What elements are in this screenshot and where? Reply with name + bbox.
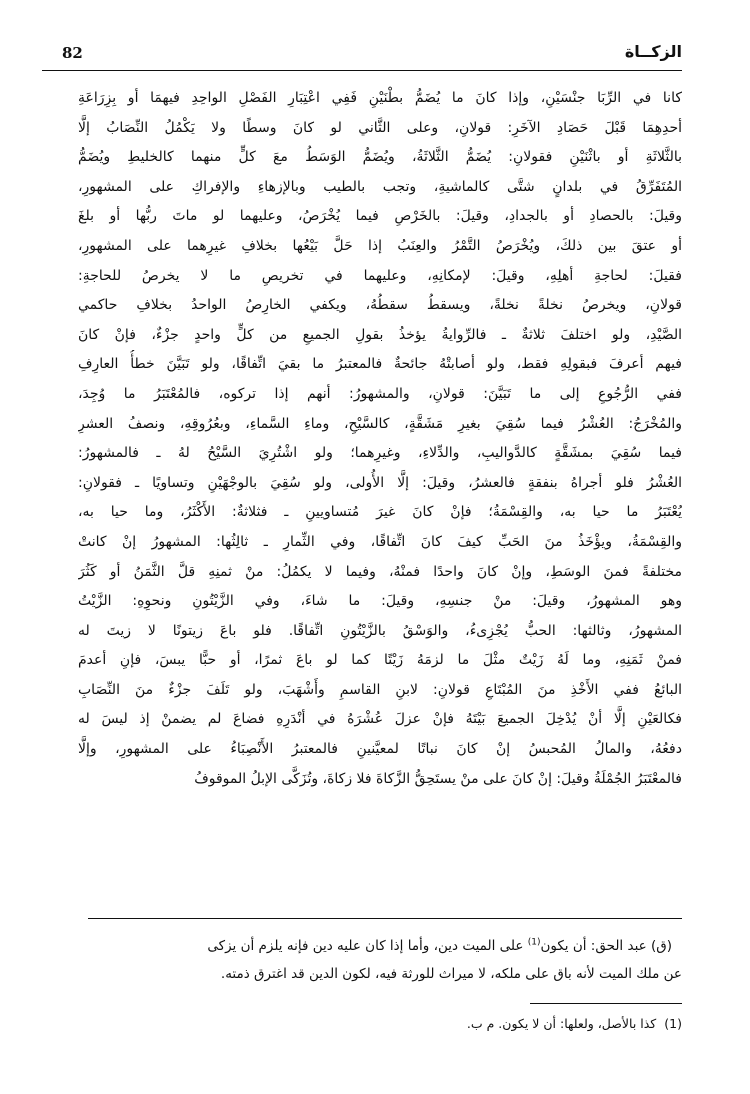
text-line: كانا في الرِّبَا جنْسَيْنِ، وإذا كانَ ما يُضَمُّ بطْنَيْنِ فَفِي اعْتِبَارِ الفَصْلِ الواحِدِ فيهمَا أو بِزِرَاعَةِ <box>78 90 682 106</box>
text-line: قولانِ، ويخرصُ نخلةً نخلةً، ويسقطُ سقطُهُ، ويكفي الخارِصُ الواحدُ بخلافِ حاكمي <box>78 297 682 314</box>
text-line: فقيلَ: لحاجةِ أهلِهِ، وقيلَ: لإمكانِهِ، وعليهما في تخريصِ ما لا يخرصُ للحاجةِ: <box>78 267 682 284</box>
commentary-line <box>62 932 682 960</box>
text-line: العُشْرُ فلو أجراهُ بنفقةٍ فالعشرُ، وقيلَ: إلَّا الأُولى، ولو سُقِيَ بالوجْهَيْنِ وتساويًا ـ فقولانِ: <box>78 474 682 491</box>
commentary-text: (ق) عبد الحق: أن يكون <box>540 938 672 954</box>
text-line: يُعْتَبَرُ ما حيا به، والقِسْمَةُ؛ فإنْ كانَ غيرَ مُتساويينِ ـ فثلاثةٌ: الأَكْثَرُ، وما حيا به، <box>78 504 682 521</box>
text-line: والقِسْمَةُ، ويؤْخَذُ منَ الحَبِّ كيفَ كانَ اتِّفاقًا، وفي الثِّمارِ ـ ثالِثُها: المشهورُ إنْ كانتْ <box>78 533 682 550</box>
text-line: دفعُهُ، والمالُ المُحبسُ إنْ كانَ نباتًا لمعيَّنينِ فالمعتبرُ الأَنْصِبَاءُ على المشهورِ، وإلَّا <box>78 741 682 758</box>
page-number: 82 <box>62 44 83 62</box>
text-line: أحدِهِمَا قَبْلَ حَصَادِ الآخَرِ: قولانِ، وعلى الثَّاني لو كانَ وسطًا ولا يَكْمُلُ النِّصَابُ إلَّا <box>78 119 682 136</box>
text-line: بالثَّلاثَةِ أو باثْنَيْنِ فقولانِ: يُضَمُّ الثَّلاثَةُ، ويُضَمُّ الوَسَطُ معَ كلٍّ منهما كالخليطِ ويُضَمُّ <box>78 149 682 166</box>
text-line: فالمعْتَبَرُ الجُمْلَةُ وقيلَ: إنْ كانَ على منْ يستَحِقُّ الزَّكاةَ فلا زكاةَ، وتُزَكَّى الإبلُ الموقوفُ <box>194 770 682 787</box>
text-line: فمنْ ثَمَنِهِ، وما لَهُ زَيْتٌ مثْلَ ما لزمَهُ زَيْتًا كما لو باعَ ثمرًا، أو حبًّا يبسَ، فإنِ أعدمَ <box>78 652 682 669</box>
text-line: المشهورُ، وثالثها: الحبُّ يُجْزِىءُ، والوَسْقُ بالزَّيْتُونِ اتِّفاقًا. فلو باعَ زيتونًا لا زيتَ له <box>78 622 682 639</box>
text-line: ففي الرُّجُوعِ إلى ما تَبَيَّنَ: قولانِ، والمشهورُ: أنهم إذا تركوه، فالمُعْتَبَرُ ما وُجِدَ، <box>78 385 682 402</box>
commentary-block <box>62 932 682 988</box>
main-text-block <box>78 84 682 794</box>
text-line: فكالعَيْنِ إلَّا أنْ يُدْخِلَ الجميعَ بَيْتَهُ فإنْ عزلَ عُشْرَهُ في أنْدَرِهِ فضاعَ لم يضمنْ إذ ليسَ له <box>78 711 682 728</box>
footnote <box>122 1016 682 1031</box>
footnote-number: (1) <box>664 1016 682 1031</box>
commentary-divider <box>88 918 682 919</box>
text-line: فيهم أعرفَ فبقولِهِ فقط، ولو أصابتْهُ جائحةٌ فالمعتبرُ ما بقيَ اتِّفاقًا، ولو تَبَيَّنَ خطأُ العارِفِ <box>78 356 682 373</box>
text-line: المُتَفَرِّقُ في بلدانٍ شتَّى كالماشيةِ، وتجب بالطيب وبالإزهاءِ والإفراكِ على المشهورِ، <box>78 178 682 195</box>
text-line: أو عتقَ بين ذلكَ، ويُخْرَصُ التَّمْرُ والعِنَبُ إذا حَلَّ بَيْعُها بخلافِ غيرِهما على المشهورِ، <box>78 237 682 254</box>
text-line: وقيلَ: بالحصادِ أو بالجدادِ، وقيلَ: بالخَرْصِ فيما يُخْرَصُ، وعليهما لو ماتَ ربُّها أو بلغَ <box>78 208 682 225</box>
text-line: مختلفةً فمنَ الوسَطِ، وإنْ كانَ واحدًا فمنْهُ، وفيما لا يكمُلُ: منْ ثمنِهِ قلَّ الثَّمَنُ أو كَثُرَ <box>78 563 682 580</box>
text-line: البائعُ ففي الأَخْذِ منَ المُبْتَاعِ قولانِ: لابنِ القاسمِ وأَشْهَبَ، ولو تَلَفَ جزْءٌ منَ النِّصَابِ <box>78 681 682 698</box>
footnote-text: كذا بالأصل، ولعلها: أن لا يكون. م ب. <box>466 1016 657 1031</box>
text-line: والمُخْرَجُ: العُشْرُ فيما سُقِيَ بغيرِ مَشَقَّةٍ، كالسَّيْحِ، وماءِ السَّماءِ، وبعُرُوقِهِ، ونصفُ العشرِ <box>78 415 682 432</box>
footnote-marker: (1) <box>527 937 541 948</box>
running-title: الزكــاة <box>624 42 682 61</box>
commentary-text: على الميت دين، وأما إذا كان عليه دين فإنه يلزم أن يزكى <box>207 938 528 954</box>
footnote-divider <box>530 1003 682 1004</box>
text-line: الصَّيْدِ، ولو اختلفَ ثلاثةٌ ـ فالرِّوايةُ يؤخذُ بقولِ الجميعِ من كلٍّ واحدٍ جزْءٌ، فإنْ كانَ <box>78 326 682 343</box>
text-line: وهو المشهورُ، وقيلَ: منْ جنسِهِ، وقيلَ: ما شاءَ، وفي الزَّيْتُونِ ونحوِهِ: الزَّيْتُ <box>78 593 682 610</box>
commentary-line: عن ملك الميت لأنه باق على ملكه، لا ميراث للورثة فيه، لكون الدين قد اغترق ذمته. <box>220 966 682 982</box>
page-header <box>42 40 682 71</box>
text-line: فيما سُقِيَ بمشَقَّةٍ كالدَّواليبِ، والدِّلاءِ، وغيرِهما؛ ولو اشْتُرِيَ السَّيْحُ لهُ ـ فالمشهورُ: <box>78 445 682 462</box>
